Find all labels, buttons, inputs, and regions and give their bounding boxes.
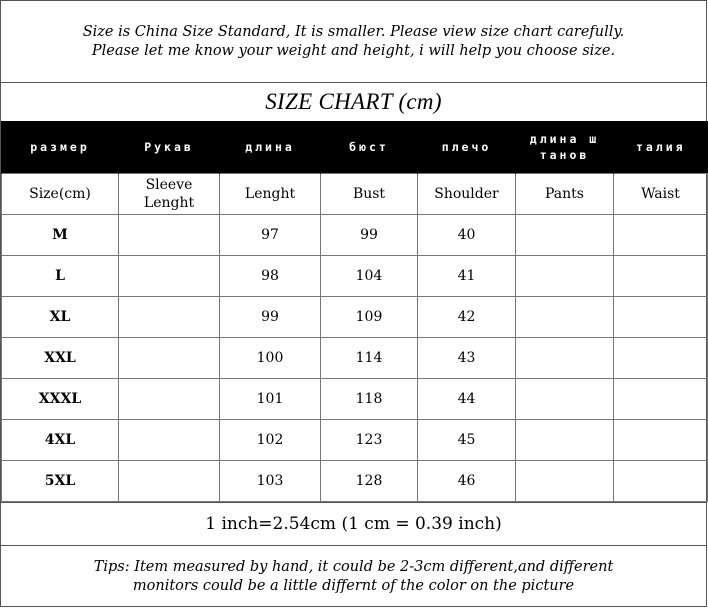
pants-cell: [516, 461, 614, 502]
en-header-size: Size(cm): [2, 174, 119, 215]
table-row: [2, 297, 708, 338]
notice-line-1: Size is China Size Standard, It is smaller. Please view size chart carefully.: [82, 23, 625, 40]
ru-header-pants: длина ш танов: [516, 121, 614, 174]
size-cell: XXL: [2, 338, 119, 379]
english-header-row: [2, 174, 708, 215]
ru-header-bust: бюст: [321, 121, 418, 174]
table-row: [2, 256, 708, 297]
bust-cell: 118: [321, 379, 418, 420]
length-cell: 98: [220, 256, 321, 297]
table-row: [2, 338, 708, 379]
en-header-waist: Waist: [614, 174, 708, 215]
bust-cell: 114: [321, 338, 418, 379]
bust-cell: 99: [321, 215, 418, 256]
tips-line-1: Tips: Item measured by hand, it could be 2-3cm different,and different: [93, 559, 614, 575]
shoulder-cell: 42: [418, 297, 516, 338]
ru-header-shoulder: плечо: [418, 121, 516, 174]
pants-cell: [516, 256, 614, 297]
table-row: [2, 461, 708, 502]
size-cell: 5XL: [2, 461, 119, 502]
shoulder-cell: 46: [418, 461, 516, 502]
size-cell: M: [2, 215, 119, 256]
shoulder-cell: 40: [418, 215, 516, 256]
length-cell: 102: [220, 420, 321, 461]
unit-conversion-note: 1 inch=2.54cm (1 cm = 0.39 inch): [1, 502, 706, 546]
pants-cell: [516, 420, 614, 461]
sleeve-cell: [119, 256, 220, 297]
size-cell: L: [2, 256, 119, 297]
ru-header-size: размер: [2, 121, 119, 174]
size-cell: 4XL: [2, 420, 119, 461]
waist-cell: [614, 215, 708, 256]
en-header-shoulder: Shoulder: [418, 174, 516, 215]
length-cell: 99: [220, 297, 321, 338]
tips-note: [1, 546, 706, 608]
waist-cell: [614, 256, 708, 297]
size-cell: XL: [2, 297, 119, 338]
ru-header-waist: талия: [614, 121, 708, 174]
table-row: [2, 420, 708, 461]
size-table: [1, 121, 708, 502]
shoulder-cell: 44: [418, 379, 516, 420]
length-cell: 97: [220, 215, 321, 256]
bust-cell: 128: [321, 461, 418, 502]
length-cell: 100: [220, 338, 321, 379]
pants-cell: [516, 297, 614, 338]
table-row: [2, 379, 708, 420]
size-cell: XXXL: [2, 379, 119, 420]
chart-title: SIZE CHART (cm): [265, 89, 442, 114]
waist-cell: [614, 461, 708, 502]
length-cell: 103: [220, 461, 321, 502]
notice-line-2: Please let me know your weight and height, i will help you choose size.: [91, 42, 616, 59]
bust-cell: 104: [321, 256, 418, 297]
pants-cell: [516, 379, 614, 420]
length-cell: 101: [220, 379, 321, 420]
russian-header-row: [2, 121, 708, 174]
en-header-sleeve-text: Sleeve Lenght: [143, 177, 195, 211]
sleeve-cell: [119, 338, 220, 379]
en-header-sleeve: [119, 174, 220, 215]
size-notice: [1, 1, 706, 83]
sleeve-cell: [119, 461, 220, 502]
sleeve-cell: [119, 379, 220, 420]
waist-cell: [614, 379, 708, 420]
pants-cell: [516, 338, 614, 379]
waist-cell: [614, 297, 708, 338]
pants-cell: [516, 215, 614, 256]
sleeve-cell: [119, 420, 220, 461]
sleeve-cell: [119, 215, 220, 256]
ru-header-length: длина: [220, 121, 321, 174]
en-header-bust: Bust: [321, 174, 418, 215]
shoulder-cell: 45: [418, 420, 516, 461]
waist-cell: [614, 338, 708, 379]
bust-cell: 123: [321, 420, 418, 461]
bust-cell: 109: [321, 297, 418, 338]
waist-cell: [614, 420, 708, 461]
en-header-length: Lenght: [220, 174, 321, 215]
ru-header-sleeve: Рукав: [119, 121, 220, 174]
shoulder-cell: 43: [418, 338, 516, 379]
tips-line-2: monitors could be a little differnt of the color on the picture: [132, 578, 575, 594]
en-header-pants: Pants: [516, 174, 614, 215]
table-row: [2, 215, 708, 256]
shoulder-cell: 41: [418, 256, 516, 297]
sleeve-cell: [119, 297, 220, 338]
